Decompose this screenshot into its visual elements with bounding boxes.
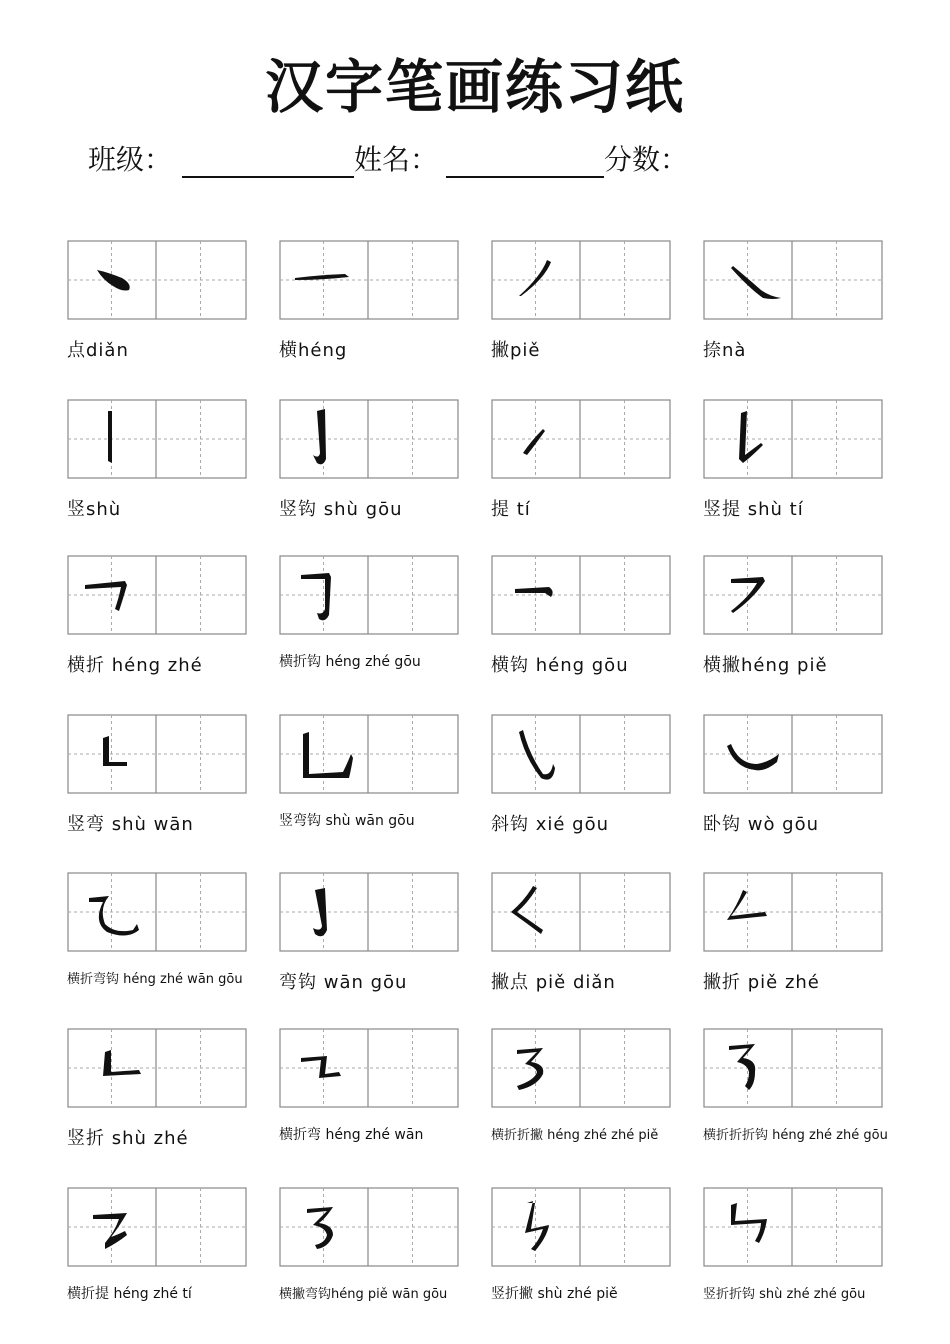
stroke-label: 撇点 piě diǎn (491, 972, 616, 993)
stroke-label: 竖折折钩 shù zhé zhé gōu (703, 1287, 866, 1302)
stroke-label: 横héng (279, 340, 348, 361)
stroke-label: 撇折 piě zhé (703, 972, 820, 993)
practice-grid (491, 872, 671, 952)
practice-grid (491, 1187, 671, 1267)
stroke-label: 竖折撇 shù zhé piě (491, 1286, 618, 1302)
stroke-label: 横撇弯钩héng piě wān gōu (279, 1287, 448, 1302)
practice-grid (67, 240, 247, 320)
stroke-glyph (301, 573, 331, 620)
practice-grid (67, 1028, 247, 1108)
practice-grid (491, 399, 671, 479)
stroke-glyph (97, 270, 130, 291)
stroke-label: 横折 héng zhé (67, 655, 203, 676)
stroke-cell (703, 399, 883, 539)
stroke-label: 弯钩 wān gōu (279, 972, 408, 993)
stroke-glyph (301, 1056, 341, 1078)
practice-grid (279, 240, 459, 320)
practice-grid (491, 555, 671, 635)
stroke-glyph (313, 888, 327, 936)
stroke-cell (279, 399, 459, 539)
stroke-glyph (727, 744, 779, 770)
stroke-cell (491, 399, 671, 539)
stroke-glyph (523, 429, 545, 455)
stroke-cell (67, 872, 247, 1012)
stroke-label: 横折钩 héng zhé gōu (279, 654, 421, 670)
page-title: 汉字笔画练习纸 (264, 53, 685, 121)
stroke-glyph (729, 1044, 755, 1090)
practice-grid (279, 555, 459, 635)
stroke-cell (703, 872, 883, 1012)
stroke-glyph (89, 896, 139, 936)
stroke-glyph (93, 1213, 127, 1249)
stroke-label: 竖提 shù tí (703, 499, 804, 520)
class-label: 班级： (88, 143, 173, 176)
stroke-cell (703, 240, 883, 380)
stroke-cell (67, 555, 247, 695)
stroke-label: 竖折 shù zhé (67, 1128, 189, 1149)
practice-grid (703, 1028, 883, 1108)
stroke-label: 竖弯 shù wān (67, 814, 194, 835)
stroke-glyph (295, 274, 349, 280)
practice-grid (67, 872, 247, 952)
stroke-glyph (525, 1201, 549, 1251)
stroke-label: 竖弯钩 shù wān gōu (279, 813, 415, 829)
stroke-cell (279, 240, 459, 380)
stroke-cell (67, 714, 247, 854)
stroke-label: 横折弯 héng zhé wān (279, 1127, 424, 1143)
stroke-label: 撇piě (491, 340, 541, 361)
stroke-cell (279, 1187, 459, 1327)
practice-grid (703, 714, 883, 794)
stroke-glyph (739, 411, 763, 463)
stroke-cell (491, 240, 671, 380)
stroke-label: 捺nà (703, 340, 747, 361)
stroke-glyph (517, 1048, 543, 1090)
name-field[interactable] (446, 142, 604, 178)
stroke-glyph (303, 732, 353, 778)
stroke-label: 横折弯钩 héng zhé wān gōu (67, 972, 243, 987)
practice-grid (67, 1187, 247, 1267)
stroke-label: 卧钩 wò gōu (703, 814, 820, 835)
practice-grid (491, 240, 671, 320)
stroke-label: 横折折折钩 héng zhé zhé gōu (703, 1128, 888, 1143)
stroke-cell (491, 555, 671, 695)
name-label: 姓名： (354, 143, 439, 176)
stroke-cell (279, 1028, 459, 1168)
stroke-label: 横折提 héng zhé tí (67, 1286, 192, 1302)
practice-grid (279, 1028, 459, 1108)
stroke-cell (703, 555, 883, 695)
stroke-cell (491, 1028, 671, 1168)
stroke-cell (67, 1028, 247, 1168)
stroke-glyph (103, 1050, 141, 1076)
student-info-line (88, 138, 688, 178)
stroke-glyph (519, 730, 555, 780)
stroke-cell (67, 240, 247, 380)
stroke-label: 竖钩 shù gōu (279, 499, 403, 520)
stroke-cell (703, 1028, 888, 1168)
practice-grid (279, 399, 459, 479)
stroke-label: 提 tí (491, 499, 531, 520)
stroke-label: 横撇héng piě (703, 655, 828, 676)
stroke-cell (279, 714, 459, 854)
practice-grid (491, 714, 671, 794)
stroke-cell (703, 714, 883, 854)
practice-grid (703, 555, 883, 635)
stroke-cell (491, 872, 671, 1012)
practice-grid (279, 714, 459, 794)
stroke-cell (491, 1187, 671, 1327)
practice-grid (67, 555, 247, 635)
stroke-cell (67, 1187, 247, 1327)
stroke-glyph (108, 411, 112, 463)
stroke-label: 竖shù (67, 499, 122, 520)
stroke-cell (67, 399, 247, 539)
stroke-label: 点diǎn (67, 340, 129, 361)
practice-grid (703, 240, 883, 320)
stroke-cell (279, 555, 459, 695)
stroke-glyph (307, 1207, 333, 1249)
practice-grid (703, 1187, 883, 1267)
stroke-glyph (731, 266, 781, 299)
practice-grid (279, 872, 459, 952)
practice-grid (279, 1187, 459, 1267)
stroke-cell (279, 872, 459, 1012)
stroke-label: 横钩 héng gōu (491, 655, 629, 676)
stroke-glyph (313, 409, 326, 464)
stroke-label: 横折折撇 héng zhé zhé piě (491, 1128, 659, 1143)
practice-grid (67, 399, 247, 479)
practice-grid (703, 399, 883, 479)
stroke-glyph (731, 1203, 767, 1243)
stroke-cell (703, 1187, 883, 1327)
stroke-cell (491, 714, 671, 854)
stroke-glyph (511, 886, 543, 934)
practice-grid (703, 872, 883, 952)
class-field[interactable] (182, 142, 354, 178)
stroke-glyph (103, 736, 127, 766)
stroke-glyph (85, 581, 127, 611)
stroke-label: 斜钩 xié gōu (491, 814, 610, 835)
practice-grid (67, 714, 247, 794)
practice-grid (491, 1028, 671, 1108)
score-label: 分数： (604, 143, 689, 176)
